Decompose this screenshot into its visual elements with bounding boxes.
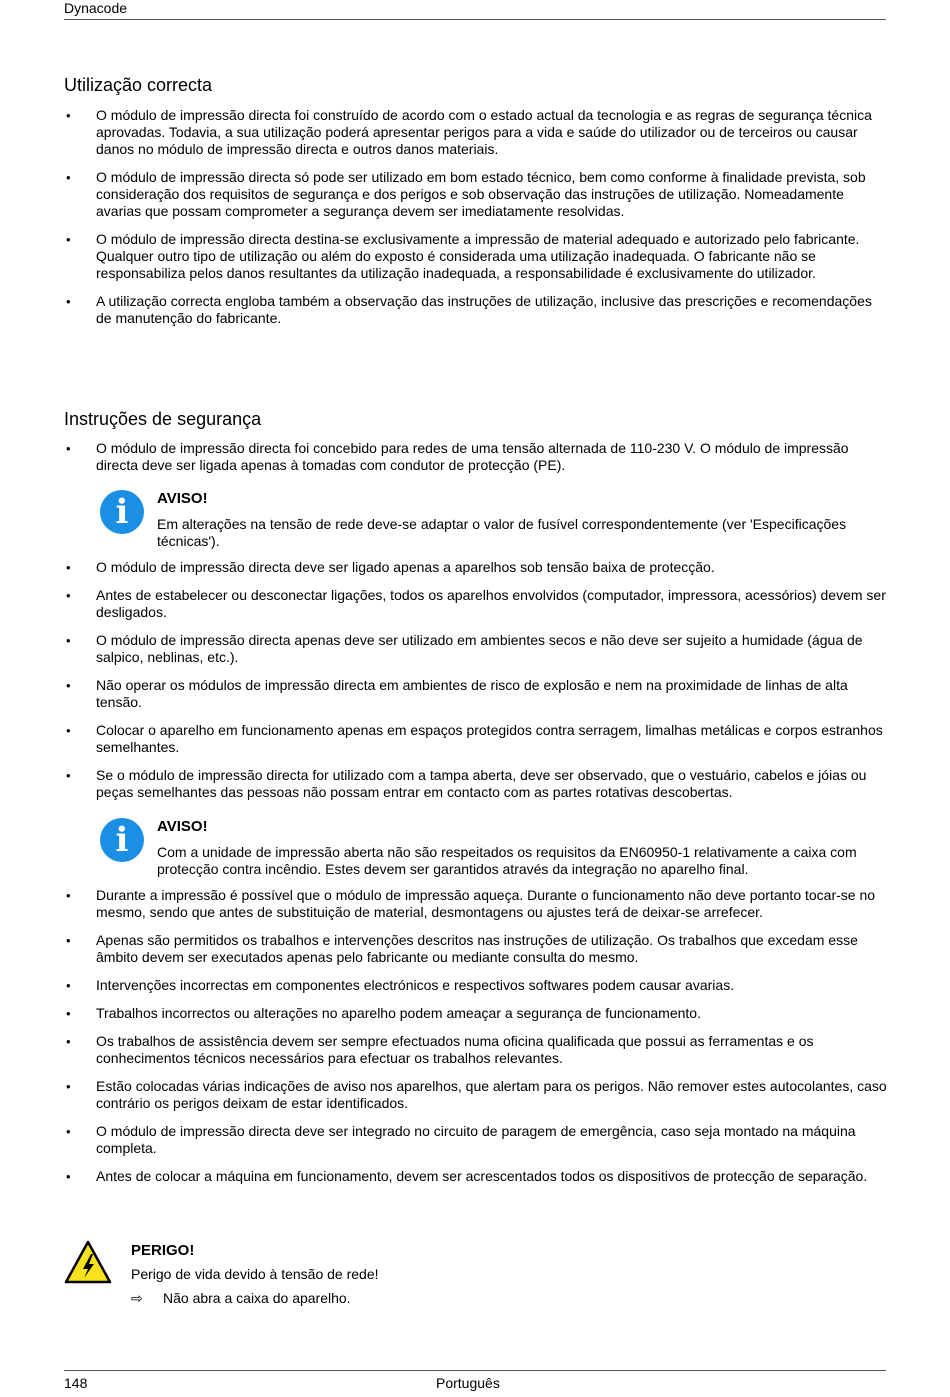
safety-list-b xyxy=(64,559,888,812)
list-item: • O módulo de impressão directa deve ser integrado no circuito de paragem de emergência, caso seja montado na máquina completa. xyxy=(64,1123,888,1157)
list-item: • Antes de estabelecer ou desconectar ligações, todos os aparelhos envolvidos (computador, impressora, acessórios) devem ser desligados. xyxy=(64,587,888,621)
safety-list-c xyxy=(64,887,888,1196)
footer-language: Português xyxy=(436,1375,500,1391)
danger-title: PERIGO! xyxy=(131,1242,195,1259)
danger-text: Perigo de vida devido à tensão de rede! xyxy=(131,1266,379,1282)
list-item: • O módulo de impressão directa foi concebido para redes de uma tensão alternada de 110-230 V. O módulo de impressão directa deve ser ligada apenas à tomadas com condutor de protecção (PE). xyxy=(64,440,888,474)
list-item: • Intervenções incorrectas em componentes electrónicos e respectivos softwares podem causar avarias. xyxy=(64,977,888,994)
list-item: • Estão colocadas várias indicações de aviso nos aparelhos, que alertam para os perigos. Não remover estes autocolantes, caso contrário os perigos deixam de estar identificados. xyxy=(64,1078,888,1112)
section-heading-safety: Instruções de segurança xyxy=(64,409,262,429)
list-item: • Antes de colocar a máquina em funcionamento, devem ser acrescentados todos os dispositivos de protecção de separação. xyxy=(64,1168,888,1185)
section-heading-correct-use: Utilização correcta xyxy=(64,75,213,95)
info-icon: i xyxy=(100,818,144,862)
notice-title: AVISO! xyxy=(157,490,208,507)
list-item: • Colocar o aparelho em funcionamento apenas em espaços protegidos contra serragem, limalhas metálicas e corpos estranhos semelhantes. xyxy=(64,722,888,756)
list-item: • Não operar os módulos de impressão directa em ambientes de risco de explosão e nem na proximidade de linhas de alta tensão. xyxy=(64,677,888,711)
list-item: • Os trabalhos de assistência devem ser sempre efectuados numa oficina qualificada que possui as ferramentas e os conhecimentos técnicos necessários para efectuar os trabalhos relevantes. xyxy=(64,1033,888,1067)
notice-text: Com a unidade de impressão aberta não são respeitados os requisitos da EN60950-1 relativamente a caixa com protecção contra incêndio. Estes devem ser garantidos através da integração no aparelho final. xyxy=(157,844,857,877)
list-item: • Trabalhos incorrectos ou alterações no aparelho podem ameaçar a segurança de funcionamento. xyxy=(64,1005,888,1022)
high-voltage-warning-icon xyxy=(64,1240,112,1284)
page-header xyxy=(64,0,886,20)
arrow-right-icon: ⇨ xyxy=(131,1290,143,1306)
danger-step: Não abra a caixa do aparelho. xyxy=(163,1290,351,1306)
list-item: • O módulo de impressão directa só pode ser utilizado em bom estado técnico, bem como conforme à finalidade prevista, sob consideração dos requisitos de segurança e dos perigos e sob observação das instruções de utilização. Nomeadamente avarias que possam comprometer a segurança devem ser imediatamente resolvidas. xyxy=(64,169,888,220)
page-number: 148 xyxy=(64,1375,88,1391)
list-item: • O módulo de impressão directa foi construído de acordo com o estado actual da tecnologia e as regras de segurança técnica aprovadas. Todavia, a sua utilização poderá apresentar perigos para a vida e saúde do utilizador ou de terceiros ou causar danos no módulo de impressão directa e outros danos materiais. xyxy=(64,107,888,158)
list-item: • Se o módulo de impressão directa for utilizado com a tampa aberta, deve ser observado, que o vestuário, cabelos e jóias ou peças semelhantes das pessoas não possam entrar em contacto com as partes rotativas descobertas. xyxy=(64,767,888,801)
safety-list-a xyxy=(64,440,888,485)
list-item: • O módulo de impressão directa destina-se exclusivamente a impressão de material adequado e autorizado pelo fabricante. Qualquer outro tipo de utilização ou além do exposto é considerada uma utilização inadequada. O fabricante não se responsabiliza pelos danos resultantes da utilização inadequada, a responsabilidade é exclusivamente do utilizador. xyxy=(64,231,888,282)
list-item: • O módulo de impressão directa deve ser ligado apenas a aparelhos sob tensão baixa de protecção. xyxy=(64,559,888,576)
notice-text: Em alterações na tensão de rede deve-se adaptar o valor de fusível correspondentemente (ver 'Especificações técnicas'). xyxy=(157,516,847,549)
list-item: • Durante a impressão é possível que o módulo de impressão aqueça. Durante o funcionamento não deve portanto tocar-se no mesmo, sendo que antes de substituição de material, desmontagens ou ajustes terá de deixar-se arrefecer. xyxy=(64,887,888,921)
notice-title: AVISO! xyxy=(157,818,208,835)
correct-use-list xyxy=(64,107,888,338)
info-icon: i xyxy=(100,490,144,534)
list-item: • O módulo de impressão directa apenas deve ser utilizado em ambientes secos e não deve ser sujeito a humidade (água de salpico, neblinas, etc.). xyxy=(64,632,888,666)
header-title: Dynacode xyxy=(64,0,128,16)
danger-box xyxy=(64,1240,886,1320)
list-item: • Apenas são permitidos os trabalhos e intervenções descritos nas instruções de utilização. Os trabalhos que excedam esse âmbito devem ser executados apenas pelo fabricante ou mediante consulta do mesmo. xyxy=(64,932,888,966)
page-footer xyxy=(64,1370,886,1395)
list-item: • A utilização correcta engloba também a observação das instruções de utilização, inclusive das prescrições e recomendações de manutenção do fabricante. xyxy=(64,293,888,327)
